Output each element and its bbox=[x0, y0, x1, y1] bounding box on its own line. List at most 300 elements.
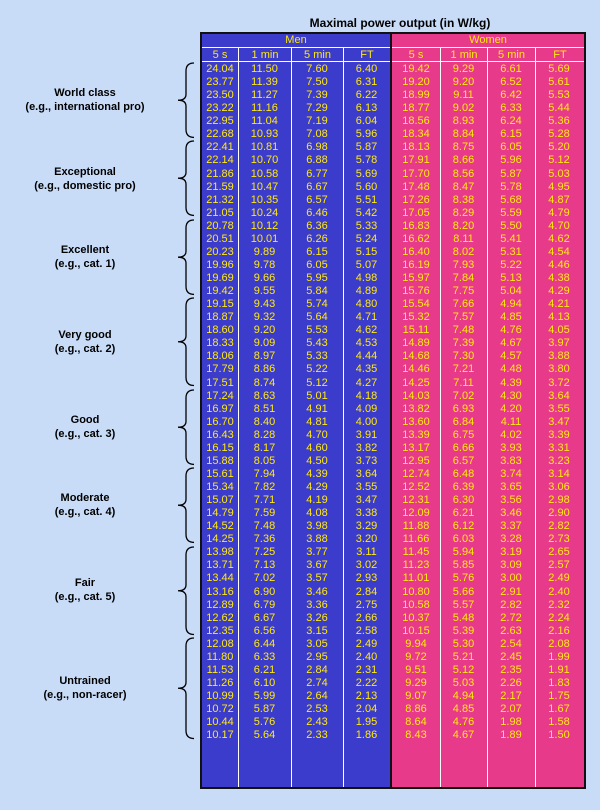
men-cell: 7.60 bbox=[306, 63, 328, 75]
men-cell: 3.29 bbox=[355, 520, 378, 533]
men-cell: 19.69 bbox=[206, 272, 234, 284]
men-cell: 21.05 bbox=[206, 206, 234, 219]
men-cell: 2.74 bbox=[306, 676, 328, 689]
women-cell: 3.88 bbox=[548, 350, 570, 363]
women-cell: 8.20 bbox=[452, 219, 475, 232]
women-cell: 3.14 bbox=[548, 467, 570, 480]
men-cell: 14.52 bbox=[206, 520, 234, 533]
women-cell: 1.75 bbox=[548, 690, 570, 702]
table-row bbox=[202, 468, 390, 481]
men-cell: 4.35 bbox=[355, 363, 378, 376]
women-cell: 2.16 bbox=[548, 624, 570, 637]
men-cell: 2.58 bbox=[355, 624, 378, 637]
men-cell: 4.27 bbox=[355, 376, 378, 389]
table-row bbox=[202, 181, 390, 194]
table-row bbox=[202, 377, 390, 390]
table-row bbox=[392, 168, 584, 181]
table-row bbox=[202, 716, 390, 729]
women-cell: 8.02 bbox=[452, 245, 475, 258]
women-cell: 5.21 bbox=[452, 650, 475, 663]
women-cell: 15.54 bbox=[402, 298, 430, 311]
men-cell: 3.98 bbox=[306, 520, 328, 533]
women-cell: 1.50 bbox=[548, 729, 570, 742]
men-cell: 6.46 bbox=[306, 206, 328, 219]
men-cell: 3.57 bbox=[306, 572, 328, 585]
table-row bbox=[202, 729, 390, 742]
men-cell: 5.12 bbox=[306, 376, 328, 389]
men-cell: 4.29 bbox=[306, 481, 328, 493]
women-col-header-1min: 1 min bbox=[441, 48, 487, 62]
men-cell: 7.19 bbox=[306, 115, 328, 128]
men-cell: 3.73 bbox=[355, 454, 378, 467]
table-row bbox=[202, 311, 390, 324]
table-row bbox=[392, 546, 584, 559]
women-cell: 7.30 bbox=[452, 350, 475, 363]
category-brace bbox=[170, 545, 200, 636]
men-cell: 23.22 bbox=[206, 102, 234, 115]
men-cell: 11.16 bbox=[251, 102, 278, 115]
men-cell: 17.79 bbox=[206, 363, 234, 376]
women-cell: 4.85 bbox=[452, 703, 475, 716]
men-cell: 4.53 bbox=[355, 337, 378, 350]
women-cell: 2.91 bbox=[500, 585, 522, 598]
men-cell: 13.71 bbox=[206, 559, 234, 572]
women-cell: 9.20 bbox=[452, 76, 475, 89]
men-cell: 14.25 bbox=[206, 533, 234, 546]
women-cell: 8.84 bbox=[452, 128, 475, 141]
men-cell: 2.75 bbox=[355, 598, 378, 611]
table-row bbox=[202, 651, 390, 664]
men-cell: 3.20 bbox=[355, 533, 378, 546]
women-cell: 4.62 bbox=[548, 232, 570, 245]
category-name: Very good bbox=[58, 329, 112, 341]
men-cell: 5.99 bbox=[253, 690, 276, 702]
table-row bbox=[392, 403, 584, 416]
men-cell: 11.80 bbox=[206, 650, 234, 663]
men-cell: 3.36 bbox=[306, 598, 328, 611]
table-row bbox=[392, 154, 584, 167]
women-cell: 2.32 bbox=[548, 598, 570, 611]
men-cell: 8.28 bbox=[253, 428, 276, 441]
men-cell: 3.02 bbox=[355, 559, 378, 572]
men-cell: 4.91 bbox=[306, 402, 328, 415]
women-cell: 2.72 bbox=[500, 611, 522, 624]
men-cell: 5.60 bbox=[355, 180, 378, 193]
table-row bbox=[202, 546, 390, 559]
women-cell: 2.54 bbox=[500, 637, 522, 650]
women-cell: 5.94 bbox=[452, 546, 475, 559]
women-cell: 19.42 bbox=[402, 63, 430, 75]
women-cell: 15.32 bbox=[402, 311, 430, 324]
men-cell: 22.95 bbox=[206, 115, 234, 128]
men-cell: 20.78 bbox=[206, 219, 234, 232]
table-row bbox=[202, 207, 390, 220]
category-name: Moderate bbox=[60, 492, 110, 505]
table-row bbox=[392, 194, 584, 207]
women-cell: 12.52 bbox=[402, 481, 430, 493]
men-cell: 5.87 bbox=[253, 703, 276, 716]
men-cell: 2.66 bbox=[355, 611, 378, 624]
table-row bbox=[392, 520, 584, 533]
women-cell: 7.39 bbox=[452, 337, 475, 350]
category-label bbox=[0, 86, 170, 114]
men-cell: 4.50 bbox=[306, 454, 328, 467]
table-row bbox=[202, 625, 390, 638]
men-cell: 4.62 bbox=[355, 324, 378, 337]
men-cell: 7.71 bbox=[253, 494, 276, 507]
women-cell: 12.95 bbox=[402, 454, 430, 467]
women-cell: 2.45 bbox=[500, 650, 522, 663]
women-cell: 7.02 bbox=[452, 389, 475, 402]
women-cell: 10.15 bbox=[402, 624, 430, 637]
table-row bbox=[392, 89, 584, 102]
table-row bbox=[392, 716, 584, 729]
table-row bbox=[392, 703, 584, 716]
men-cell: 10.35 bbox=[250, 193, 279, 206]
women-cell: 3.28 bbox=[500, 533, 522, 546]
men-cell: 13.44 bbox=[206, 572, 234, 585]
women-cell: 5.57 bbox=[452, 598, 475, 611]
men-cell: 12.08 bbox=[206, 637, 234, 650]
women-cell: 12.74 bbox=[402, 467, 430, 480]
table-row bbox=[202, 128, 390, 141]
women-cell: 6.61 bbox=[500, 63, 522, 75]
category-label bbox=[0, 243, 170, 271]
men-cell: 9.55 bbox=[253, 285, 276, 298]
men-cell: 10.99 bbox=[206, 690, 234, 702]
men-cell: 10.58 bbox=[250, 167, 279, 180]
women-cell: 4.38 bbox=[548, 272, 570, 284]
category-label bbox=[0, 165, 170, 193]
women-cell: 4.94 bbox=[500, 298, 522, 311]
table-row bbox=[392, 507, 584, 520]
men-cell: 9.89 bbox=[253, 245, 276, 258]
women-cell: 6.33 bbox=[500, 102, 522, 115]
men-cell: 3.67 bbox=[306, 559, 328, 572]
men-cell: 2.33 bbox=[306, 729, 328, 742]
table-row bbox=[392, 102, 584, 115]
women-cell: 17.48 bbox=[402, 180, 430, 193]
men-col-header-5s: 5 s bbox=[202, 48, 238, 62]
men-cell: 5.42 bbox=[355, 206, 378, 219]
men-cell: 4.44 bbox=[355, 350, 378, 363]
category-example: (e.g., international pro) bbox=[25, 101, 145, 114]
women-cell: 7.57 bbox=[452, 311, 475, 324]
category-example: (e.g., cat. 3) bbox=[54, 427, 116, 440]
women-cell: 6.05 bbox=[500, 141, 522, 154]
table-row bbox=[392, 128, 584, 141]
women-cell: 4.85 bbox=[500, 311, 522, 324]
table-row bbox=[202, 298, 390, 311]
men-cell: 8.86 bbox=[253, 363, 276, 376]
men-col-header-1min: 1 min bbox=[239, 48, 291, 62]
women-rows bbox=[392, 63, 584, 742]
women-cell: 6.24 bbox=[500, 115, 522, 128]
women-cell: 9.51 bbox=[405, 663, 427, 676]
table-title: Maximal power output (in W/kg) bbox=[309, 16, 491, 30]
men-cell: 4.00 bbox=[355, 415, 378, 428]
women-cell: 3.55 bbox=[548, 402, 570, 415]
women-cell: 6.66 bbox=[452, 441, 475, 454]
men-cell: 10.93 bbox=[250, 128, 279, 141]
women-cell: 3.37 bbox=[500, 520, 522, 533]
women-cell: 2.40 bbox=[548, 585, 570, 598]
women-cell: 18.99 bbox=[402, 89, 430, 102]
women-cell: 17.05 bbox=[402, 206, 430, 219]
women-cell: 8.38 bbox=[452, 193, 475, 206]
women-cell: 2.08 bbox=[548, 637, 570, 650]
women-cell: 9.29 bbox=[405, 676, 427, 689]
table-row bbox=[202, 363, 390, 376]
men-cell: 4.60 bbox=[306, 441, 328, 454]
women-cell: 2.57 bbox=[548, 559, 570, 572]
men-cell: 3.26 bbox=[306, 611, 328, 624]
men-cell: 7.48 bbox=[253, 520, 276, 533]
men-cell: 6.04 bbox=[355, 115, 378, 128]
women-cell: 2.35 bbox=[500, 663, 522, 676]
men-cell: 11.39 bbox=[251, 76, 278, 89]
table-row bbox=[392, 285, 584, 298]
women-cell: 4.76 bbox=[500, 324, 522, 337]
category-label bbox=[0, 576, 170, 604]
men-rows bbox=[202, 63, 390, 742]
women-cell: 4.87 bbox=[548, 193, 570, 206]
women-cell: 4.13 bbox=[548, 311, 570, 324]
women-cell: 6.21 bbox=[452, 507, 475, 520]
women-cell: 4.79 bbox=[548, 206, 570, 219]
men-cell: 5.15 bbox=[355, 245, 378, 258]
women-cell: 16.19 bbox=[402, 258, 430, 271]
women-cell: 1.58 bbox=[548, 716, 570, 729]
category-brace bbox=[170, 139, 200, 217]
women-cell: 16.40 bbox=[402, 245, 430, 258]
women-cell: 8.66 bbox=[452, 154, 475, 167]
men-cell: 7.39 bbox=[306, 89, 328, 102]
table-row bbox=[392, 638, 584, 651]
category-example: (e.g., cat. 4) bbox=[54, 506, 116, 519]
men-cell: 2.49 bbox=[355, 637, 378, 650]
women-cell: 3.56 bbox=[500, 494, 522, 507]
men-cell: 15.88 bbox=[206, 454, 234, 467]
women-cell: 9.07 bbox=[405, 690, 427, 702]
women-cell: 16.83 bbox=[402, 219, 430, 232]
women-cell: 18.13 bbox=[402, 141, 430, 154]
table-row bbox=[202, 586, 390, 599]
women-group-header: Women bbox=[392, 34, 584, 48]
women-cell: 15.97 bbox=[402, 272, 430, 284]
men-cell: 11.27 bbox=[251, 89, 278, 102]
men-cell: 20.23 bbox=[206, 245, 234, 258]
women-cell: 6.84 bbox=[452, 415, 475, 428]
women-cell: 5.69 bbox=[548, 63, 570, 75]
men-cell: 5.53 bbox=[306, 324, 328, 337]
men-cell: 7.36 bbox=[253, 533, 276, 546]
women-cell: 4.95 bbox=[548, 180, 570, 193]
men-cell: 5.74 bbox=[306, 298, 328, 311]
women-cell: 8.75 bbox=[452, 141, 475, 154]
women-cell: 18.56 bbox=[402, 115, 430, 128]
women-cell: 3.39 bbox=[548, 428, 570, 441]
category-example: (e.g., non-racer) bbox=[43, 689, 127, 702]
men-cell: 5.64 bbox=[253, 729, 276, 742]
women-cell: 17.91 bbox=[402, 154, 430, 167]
table-row bbox=[392, 181, 584, 194]
women-cell: 18.77 bbox=[402, 102, 430, 115]
women-cell: 5.12 bbox=[452, 663, 475, 676]
men-cell: 7.29 bbox=[306, 102, 328, 115]
women-cell: 13.82 bbox=[402, 402, 430, 415]
table-row bbox=[202, 285, 390, 298]
men-cell: 21.59 bbox=[206, 180, 234, 193]
power-table bbox=[200, 32, 586, 789]
men-cell: 2.40 bbox=[355, 650, 378, 663]
women-cell: 5.31 bbox=[500, 245, 522, 258]
women-cell: 17.70 bbox=[402, 167, 430, 180]
category-example: (e.g., domestic pro) bbox=[34, 179, 136, 192]
women-cell: 13.17 bbox=[402, 441, 430, 454]
women-cell: 7.84 bbox=[452, 272, 475, 284]
women-cell: 4.29 bbox=[548, 285, 570, 298]
women-cell: 4.30 bbox=[500, 389, 522, 402]
men-cell: 10.17 bbox=[206, 729, 234, 742]
women-cell: 5.04 bbox=[500, 285, 522, 298]
table-row bbox=[202, 481, 390, 494]
women-cell: 5.30 bbox=[452, 637, 475, 650]
men-group-header: Men bbox=[202, 34, 390, 48]
table-row bbox=[392, 298, 584, 311]
women-cell: 5.96 bbox=[500, 154, 522, 167]
men-cell: 4.98 bbox=[355, 272, 378, 284]
women-cell: 6.42 bbox=[500, 89, 522, 102]
men-cell: 9.78 bbox=[253, 258, 276, 271]
women-cell: 5.48 bbox=[452, 611, 475, 624]
women-cell: 5.41 bbox=[500, 232, 522, 245]
men-cell: 12.89 bbox=[206, 598, 234, 611]
category-name: Exceptional bbox=[54, 165, 116, 178]
men-cell: 6.22 bbox=[355, 89, 378, 102]
women-cell: 5.03 bbox=[548, 167, 570, 180]
men-cell: 5.22 bbox=[306, 363, 328, 376]
table-row bbox=[392, 690, 584, 703]
women-cell: 1.91 bbox=[548, 663, 570, 676]
category-name: Fair bbox=[74, 577, 96, 590]
men-cell: 23.50 bbox=[206, 89, 234, 102]
men-cell: 11.26 bbox=[206, 676, 234, 689]
women-cell: 6.48 bbox=[452, 467, 475, 480]
women-cell: 12.31 bbox=[402, 494, 430, 507]
table-row bbox=[202, 520, 390, 533]
men-cell: 1.95 bbox=[355, 716, 378, 729]
women-cell: 6.12 bbox=[452, 520, 475, 533]
table-row bbox=[202, 403, 390, 416]
table-row bbox=[202, 559, 390, 572]
women-cell: 4.94 bbox=[452, 690, 475, 702]
table-row bbox=[392, 625, 584, 638]
women-cell: 2.82 bbox=[548, 520, 570, 533]
women-col-header-ft: FT bbox=[536, 48, 584, 62]
table-row bbox=[202, 272, 390, 285]
men-cell: 16.97 bbox=[206, 402, 234, 415]
women-cell: 6.93 bbox=[452, 402, 475, 415]
table-row bbox=[202, 507, 390, 520]
men-cell: 6.77 bbox=[306, 167, 328, 180]
men-cell: 7.82 bbox=[253, 481, 276, 493]
men-cell: 6.26 bbox=[306, 232, 328, 245]
men-cell: 10.24 bbox=[250, 206, 279, 219]
women-cell: 1.98 bbox=[500, 716, 522, 729]
men-cell: 2.31 bbox=[355, 663, 378, 676]
women-cell: 5.53 bbox=[548, 89, 570, 102]
women-cell: 13.39 bbox=[402, 428, 430, 441]
table-row bbox=[392, 246, 584, 259]
table-row bbox=[202, 429, 390, 442]
women-cell: 5.50 bbox=[500, 219, 522, 232]
men-cell: 6.15 bbox=[306, 245, 328, 258]
table-row bbox=[392, 337, 584, 350]
women-cell: 1.89 bbox=[500, 729, 522, 742]
men-cell: 10.72 bbox=[206, 703, 234, 716]
table-row bbox=[202, 259, 390, 272]
men-cell: 6.05 bbox=[306, 258, 328, 271]
table-row bbox=[392, 481, 584, 494]
men-cell: 2.64 bbox=[306, 690, 328, 702]
table-row bbox=[392, 363, 584, 376]
men-cell: 11.04 bbox=[251, 115, 278, 128]
men-cell: 9.32 bbox=[253, 311, 276, 324]
category-name: World class bbox=[54, 87, 116, 100]
women-cell: 2.73 bbox=[548, 533, 570, 546]
men-cell: 14.79 bbox=[206, 507, 234, 520]
men-cell: 22.14 bbox=[206, 154, 234, 167]
men-cell: 5.01 bbox=[306, 389, 328, 402]
table-row bbox=[392, 259, 584, 272]
women-cell: 3.31 bbox=[548, 441, 570, 454]
men-cell: 1.86 bbox=[355, 729, 378, 742]
women-section bbox=[392, 34, 584, 787]
women-cell: 7.66 bbox=[452, 298, 475, 311]
women-cell: 13.60 bbox=[402, 415, 430, 428]
category-name: Good bbox=[70, 413, 100, 426]
women-cell: 3.80 bbox=[548, 363, 570, 376]
men-cell: 5.64 bbox=[306, 311, 328, 324]
women-cell: 19.20 bbox=[402, 76, 430, 89]
men-cell: 6.88 bbox=[306, 154, 328, 167]
men-cell: 11.53 bbox=[206, 663, 234, 676]
women-cell: 7.21 bbox=[452, 363, 475, 376]
men-cell: 12.35 bbox=[206, 624, 234, 637]
women-cell: 18.34 bbox=[402, 128, 430, 141]
women-cell: 4.46 bbox=[548, 258, 570, 271]
women-cell: 14.46 bbox=[402, 363, 430, 376]
men-cell: 22.41 bbox=[206, 141, 234, 154]
table-row bbox=[392, 455, 584, 468]
men-cell: 10.81 bbox=[250, 141, 279, 154]
table-row bbox=[202, 141, 390, 154]
men-cell: 3.82 bbox=[355, 441, 378, 454]
men-cell: 3.46 bbox=[306, 585, 328, 598]
men-cell: 3.88 bbox=[306, 533, 328, 546]
men-cell: 8.05 bbox=[253, 454, 276, 467]
women-cell: 5.39 bbox=[452, 624, 475, 637]
women-cell: 2.26 bbox=[500, 676, 522, 689]
table-row bbox=[202, 220, 390, 233]
men-cell: 5.33 bbox=[355, 219, 378, 232]
men-cell: 7.13 bbox=[253, 559, 276, 572]
women-cell: 2.98 bbox=[548, 494, 570, 507]
men-cell: 7.59 bbox=[253, 507, 276, 520]
table-row bbox=[392, 468, 584, 481]
women-cell: 3.47 bbox=[548, 415, 570, 428]
